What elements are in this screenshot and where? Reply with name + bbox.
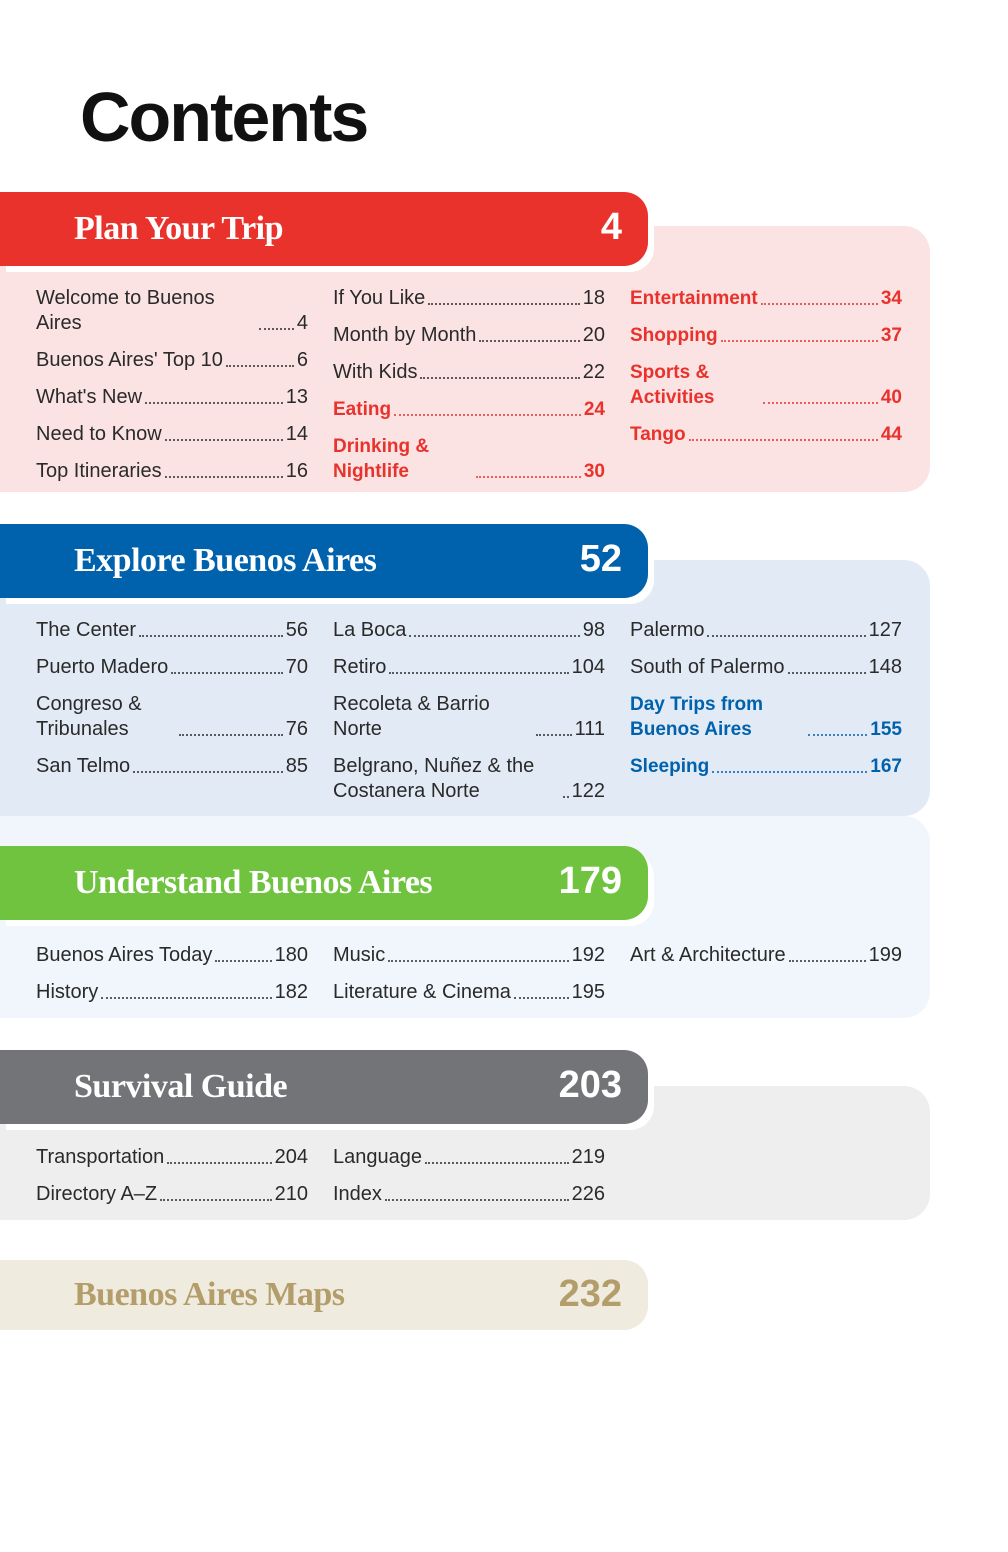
dot-leader <box>536 734 572 736</box>
toc-entry-title: San Telmo <box>36 755 131 777</box>
toc-entry-title: Drinking & Nightlife <box>333 436 430 482</box>
survival-column-1 <box>36 1145 308 1219</box>
toc-entry[interactable] <box>36 980 308 1005</box>
toc-entry-page: 22 <box>582 361 605 383</box>
toc-entry-title: Need to Know <box>36 423 162 445</box>
dot-leader <box>167 1162 271 1164</box>
toc-entry-title: Art & Architecture <box>630 944 786 966</box>
toc-entry-page: 226 <box>571 1183 605 1205</box>
toc-entry-page: 122 <box>571 780 605 802</box>
dot-leader <box>712 771 867 773</box>
toc-entry-title: La Boca <box>333 619 407 641</box>
survival-section-header[interactable] <box>0 1050 648 1124</box>
toc-entry-highlight[interactable] <box>630 323 902 348</box>
dot-leader <box>165 439 283 441</box>
toc-entry[interactable] <box>36 618 308 643</box>
toc-entry-page: 155 <box>870 719 902 740</box>
toc-entry-title: Congreso & Tribunales <box>36 693 142 740</box>
explore-column-1 <box>36 618 308 791</box>
toc-entry[interactable] <box>36 1145 308 1170</box>
toc-entry-page: 98 <box>582 619 605 641</box>
dot-leader <box>389 672 568 674</box>
understand-column-1 <box>36 943 308 1017</box>
dot-leader <box>808 734 867 736</box>
toc-entry-title: Directory A–Z <box>36 1183 158 1205</box>
understand-section-header[interactable] <box>0 846 648 920</box>
toc-entry-title: Puerto Madero <box>36 656 169 678</box>
dot-leader <box>409 635 579 637</box>
toc-entry-page: 76 <box>285 718 308 740</box>
toc-entry-title: Tango <box>630 424 686 445</box>
plan-column-1 <box>36 286 308 496</box>
toc-entry-page: 13 <box>285 386 308 408</box>
toc-entry-title: Index <box>333 1183 382 1205</box>
understand-column-2 <box>333 943 605 1017</box>
toc-entry[interactable] <box>36 754 308 779</box>
toc-entry-title: Recoleta & Barrio Norte <box>333 693 490 740</box>
dot-leader <box>145 402 283 404</box>
toc-entry-page: 204 <box>274 1146 308 1168</box>
toc-entry-page: 37 <box>880 325 902 346</box>
toc-entry-title: Buenos Aires Today <box>36 944 213 966</box>
toc-entry[interactable] <box>333 943 605 968</box>
toc-entry[interactable] <box>333 754 605 804</box>
toc-entry-title: Month by Month <box>333 324 477 346</box>
section-title: Explore Buenos Aires <box>74 542 377 579</box>
toc-entry-title: Literature & Cinema <box>333 981 511 1003</box>
section-page-number: 179 <box>558 860 622 902</box>
toc-entry-page: 16 <box>285 460 308 482</box>
toc-entry-page: 127 <box>868 619 902 641</box>
dot-leader <box>763 402 878 404</box>
toc-entry-title: Entertainment <box>630 288 758 309</box>
toc-entry-page: 180 <box>274 944 308 966</box>
toc-entry-page: 34 <box>880 288 902 309</box>
toc-entry-title: The Center <box>36 619 137 641</box>
toc-entry-page: 219 <box>571 1146 605 1168</box>
toc-entry-title: Belgrano, Nuñez & the Costanera Norte <box>333 755 535 802</box>
maps-section-header[interactable] <box>0 1260 648 1330</box>
toc-entry[interactable] <box>36 422 308 447</box>
dot-leader <box>388 960 568 962</box>
plan-column-3 <box>630 286 902 459</box>
dot-leader <box>226 365 294 367</box>
dot-leader <box>789 960 866 962</box>
toc-entry-highlight[interactable] <box>630 422 902 447</box>
toc-entry-title: Language <box>333 1146 422 1168</box>
toc-entry-title: Sports & Activities <box>630 362 715 408</box>
explore-section-header[interactable] <box>0 524 648 598</box>
dot-leader <box>721 340 878 342</box>
toc-entry[interactable] <box>333 655 605 680</box>
toc-entry-page: 195 <box>571 981 605 1003</box>
toc-entry[interactable] <box>36 943 308 968</box>
dot-leader <box>215 960 271 962</box>
toc-entry-title: What's New <box>36 386 143 408</box>
explore-column-2 <box>333 618 605 816</box>
section-title: Understand Buenos Aires <box>74 864 433 901</box>
section-title: Survival Guide <box>74 1068 288 1105</box>
dot-leader <box>385 1199 569 1201</box>
toc-entry-page: 182 <box>274 981 308 1003</box>
toc-entry-page: 199 <box>868 944 902 966</box>
toc-entry-title: Transportation <box>36 1146 165 1168</box>
toc-entry[interactable] <box>333 692 605 742</box>
toc-entry-title: Sleeping <box>630 756 710 777</box>
toc-entry-title: If You Like <box>333 287 426 309</box>
dot-leader <box>476 476 581 478</box>
toc-entry[interactable] <box>630 655 902 680</box>
toc-entry[interactable] <box>36 655 308 680</box>
toc-entry-title: Retiro <box>333 656 387 678</box>
toc-entry-title: With Kids <box>333 361 418 383</box>
page-title: Contents <box>80 78 368 156</box>
dot-leader <box>171 672 282 674</box>
dot-leader <box>788 672 866 674</box>
toc-entry-page: 210 <box>274 1183 308 1205</box>
section-page-number: 232 <box>558 1273 622 1315</box>
section-title: Buenos Aires Maps <box>74 1276 345 1313</box>
toc-entry-title: Palermo <box>630 619 705 641</box>
toc-entry-title: Shopping <box>630 325 718 346</box>
toc-entry[interactable] <box>36 286 308 336</box>
dot-leader <box>761 303 878 305</box>
dot-leader <box>428 303 579 305</box>
toc-entry-title: Welcome to Buenos Aires <box>36 287 215 334</box>
dot-leader <box>394 414 581 416</box>
toc-entry-page: 192 <box>571 944 605 966</box>
toc-entry-title: History <box>36 981 99 1003</box>
dot-leader <box>139 635 283 637</box>
toc-entry-page: 70 <box>285 656 308 678</box>
explore-column-3 <box>630 618 902 791</box>
toc-entry-title: South of Palermo <box>630 656 785 678</box>
plan-column-2 <box>333 286 605 496</box>
toc-entry-page: 24 <box>583 399 605 420</box>
toc-entry[interactable] <box>333 980 605 1005</box>
toc-entry-page: 6 <box>296 349 308 371</box>
toc-entry-highlight[interactable] <box>630 360 902 410</box>
dot-leader <box>707 635 865 637</box>
toc-entry-highlight[interactable] <box>630 754 902 779</box>
toc-entry-highlight[interactable] <box>630 692 902 742</box>
dot-leader <box>689 439 878 441</box>
dot-leader <box>514 997 569 999</box>
toc-entry[interactable] <box>333 618 605 643</box>
toc-entry-page: 4 <box>296 312 308 334</box>
toc-entry-highlight[interactable] <box>333 397 605 422</box>
section-page-number: 4 <box>600 206 622 248</box>
toc-entry[interactable] <box>333 1182 605 1207</box>
toc-entry-title: Eating <box>333 399 392 420</box>
toc-entry[interactable] <box>630 618 902 643</box>
toc-entry-page: 18 <box>582 287 605 309</box>
survival-column-2 <box>333 1145 605 1219</box>
toc-entry[interactable] <box>333 286 605 311</box>
dot-leader <box>563 796 569 798</box>
section-page-number: 52 <box>579 538 622 580</box>
toc-entry-highlight[interactable] <box>630 286 902 311</box>
toc-entry[interactable] <box>333 323 605 348</box>
toc-entry-page: 40 <box>880 387 902 408</box>
plan-section-header[interactable] <box>0 192 648 266</box>
dot-leader <box>160 1199 271 1201</box>
toc-entry-page: 111 <box>574 718 605 740</box>
toc-entry[interactable] <box>36 385 308 410</box>
dot-leader <box>101 997 271 999</box>
toc-entry[interactable] <box>36 459 308 484</box>
section-page-number: 203 <box>558 1064 622 1106</box>
toc-entry-page: 56 <box>285 619 308 641</box>
toc-entry-page: 14 <box>285 423 308 445</box>
dot-leader <box>420 377 579 379</box>
toc-entry-page: 44 <box>880 424 902 445</box>
toc-entry[interactable] <box>630 943 902 968</box>
dot-leader <box>133 771 283 773</box>
toc-entry-page: 148 <box>868 656 902 678</box>
toc-entry-page: 104 <box>571 656 605 678</box>
understand-column-3 <box>630 943 902 980</box>
dot-leader <box>425 1162 569 1164</box>
dot-leader <box>259 328 294 330</box>
toc-entry[interactable] <box>333 1145 605 1170</box>
toc-entry[interactable] <box>36 1182 308 1207</box>
dot-leader <box>165 476 283 478</box>
toc-entry-page: 20 <box>582 324 605 346</box>
toc-entry-page: 30 <box>583 461 605 482</box>
section-title: Plan Your Trip <box>74 210 284 247</box>
toc-entry-highlight[interactable] <box>333 434 605 484</box>
dot-leader <box>479 340 579 342</box>
toc-entry-title: Music <box>333 944 386 966</box>
toc-entry-title: Buenos Aires' Top 10 <box>36 349 223 371</box>
toc-entry-title: Top Itineraries <box>36 460 162 482</box>
dot-leader <box>179 734 283 736</box>
toc-entry-title: Day Trips from Buenos Aires <box>630 694 764 740</box>
toc-entry-page: 167 <box>870 756 902 777</box>
toc-entry[interactable] <box>36 692 308 742</box>
toc-entry[interactable] <box>333 360 605 385</box>
toc-entry-page: 85 <box>285 755 308 777</box>
toc-entry[interactable] <box>36 348 308 373</box>
